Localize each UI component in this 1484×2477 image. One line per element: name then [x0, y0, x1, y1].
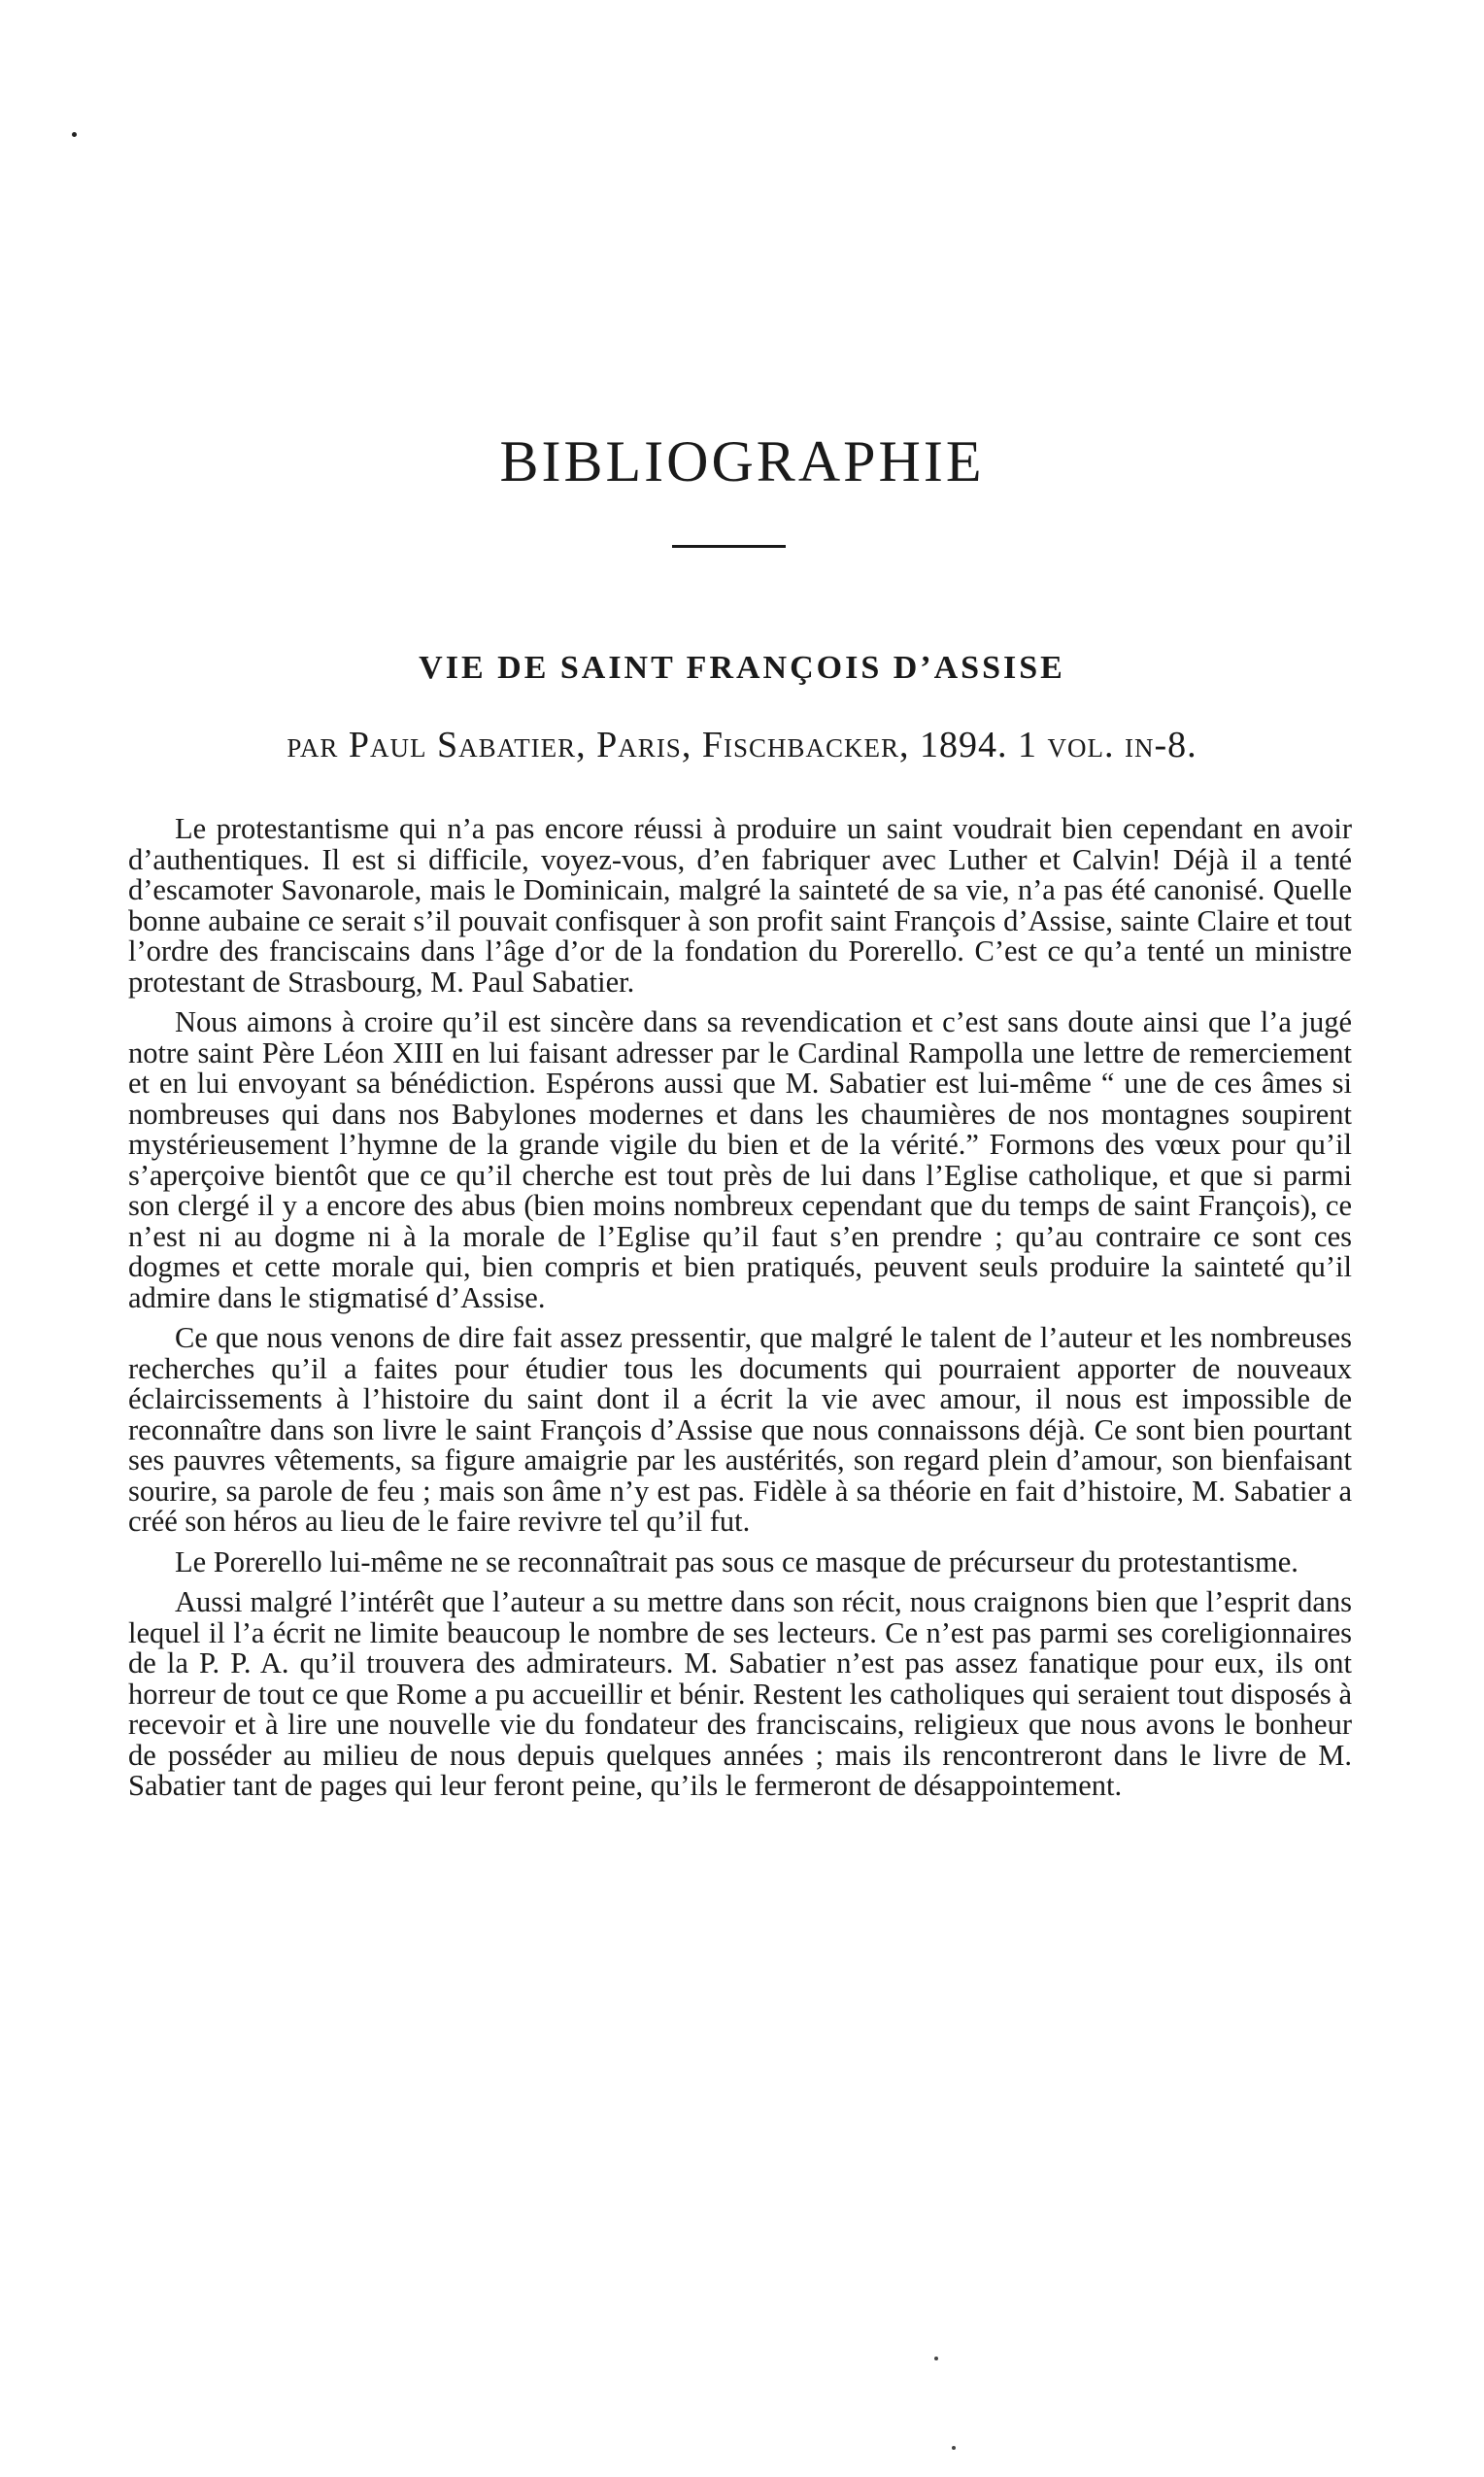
paragraph: Le protestantisme qui n’a pas encore réussi à produire un saint voudrait bien cependant en avoir d’authentiques. Il est si difficile, voyez-vous, d’en fabriquer avec Luther et Calvin! Déjà il a tenté d’escamoter Savonarole, mais le Dominicain, malgré la sainteté de sa vie, n’a pas été canonisé. Quelle bonne aubaine ce serait s’il pouvait confisquer à son profit saint François d’Assise, sainte Claire et tout l’ordre des franciscains dans l’âge d’or de la fondation du Porerello. C’est ce qu’a tenté un ministre protestant de Strasbourg, M. Paul Sabatier.	[128, 812, 1352, 999]
review-body	[128, 814, 1352, 1812]
review-title: VIE DE SAINT FRANÇOIS D’ASSISE	[419, 650, 1065, 687]
page-title: BIBLIOGRAPHIE	[499, 429, 985, 494]
paragraph: Nous aimons à croire qu’il est sincère dans sa revendication et c’est sans doute ainsi que l’a jugé notre saint Père Léon XIII en lui faisant adresser par le Cardinal Rampolla une lettre de remerciement et en lui envoyant sa bénédiction. Espérons aussi que M. Sabatier est lui-même “ une de ces âmes si nombreuses qui dans nos Babylones modernes et dans les chaumières de nos montagnes soupirent mystérieusement l’hymne de la grande vigile du bien et de la vérité.” Formons des vœux pour qu’il s’aperçoive bientôt que ce qu’il cherche est tout près de lui dans l’Eglise catholique, et que si parmi son clergé il y a encore des abus (bien moins nombreux cependant que du temps de saint François), ce n’est ni au dogme ni à la morale de l’Eglise qu’il faut s’en prendre ; qu’au contraire ce sont ces dogmes et cette morale qui, bien compris et bien pratiqués, peuvent seuls produire la sainteté qu’il admire dans le stigmatisé d’Assise.	[128, 1005, 1352, 1314]
paragraph: Le Porerello lui-même ne se reconnaîtrait pas sous ce masque de précurseur du protestantisme.	[175, 1544, 1298, 1578]
paragraph: Aussi malgré l’intérêt que l’auteur a su mettre dans son récit, nous craignons bien que l’esprit dans lequel il l’a écrit ne limite beaucoup le nombre de ses lecteurs. Ce n’est pas parmi ses coreligionnaires de la P. P. A. qu’il trouvera des admirateurs. M. Sabatier n’est pas assez fanatique pour eux, ils ont horreur de tout ce que Rome a pu accueillir et bénir. Restent les catholiques qui seraient tout disposés à recevoir et à lire une nouvelle vie du fondateur des franciscains, religieux que nous avons le bonheur de posséder au milieu de nous depuis quelques années ; mais ils rencontreront dans le livre de M. Sabatier tant de pages qui leur feront peine, qu’ils le fermeront de désappointement.	[128, 1585, 1352, 1802]
paragraph: Ce que nous venons de dire fait assez pressentir, que malgré le talent de l’auteur et les nombreuses recherches qu’il a faites pour étudier tous les documents qui pourraient apporter de nouveaux éclaircissements à l’histoire du saint dont il a écrit la vie avec amour, il nous est impossible de reconnaître dans son livre le saint François d’Assise que nous connaissons déjà. Ce sont bien pourtant ses pauvres vêtements, sa figure amaigrie par les austérités, son regard plein d’amour, son bienfaisant sourire, sa parole de feu ; mais son âme n’y est pas. Fidèle à sa théorie en fait d’histoire, M. Sabatier a créé son héros au lieu de le faire revivre tel qu’il fut.	[128, 1321, 1352, 1538]
ink-speck	[952, 2446, 956, 2450]
title-divider	[672, 545, 786, 548]
ink-speck	[72, 132, 77, 137]
ink-speck	[934, 2357, 938, 2360]
book-citation: par Paul Sabatier, Paris, Fischbacker, 1894. 1 vol. in-8.	[287, 725, 1197, 765]
